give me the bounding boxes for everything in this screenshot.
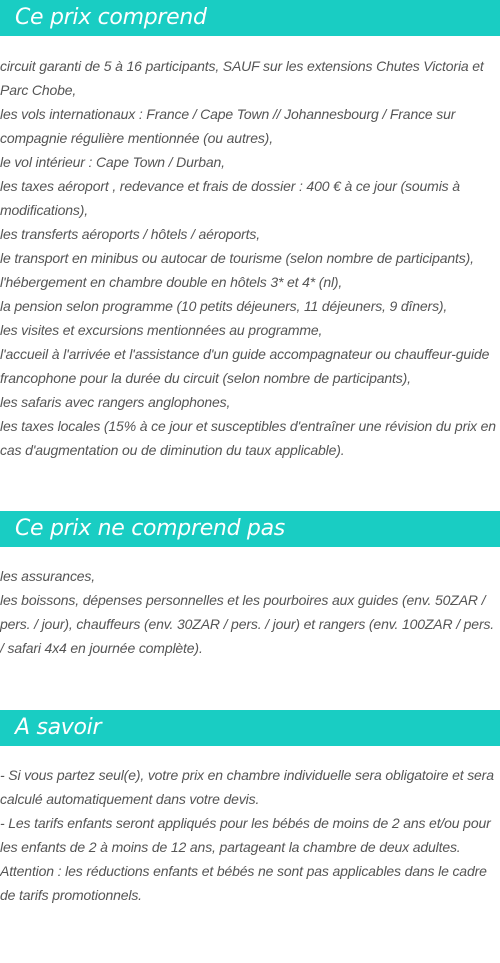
section-header-good-to-know xyxy=(0,710,500,746)
list-item: - Les tarifs enfants seront appliqués pour les bébés de moins de 2 ans et/ou pour les enfants de 2 à moins de 12 ans, partageant la chambre de deux adultes. xyxy=(0,815,491,855)
list-item: les taxes locales (15% à ce jour et susceptibles d'entraîner une révision du prix en cas d'augmentation ou de diminution du taux applicable). xyxy=(0,418,496,458)
section-header-included xyxy=(0,0,500,36)
list-item: les assurances, xyxy=(0,568,96,584)
section-title-good-to-know: A savoir xyxy=(15,715,102,740)
list-item: circuit garanti de 5 à 16 participants, SAUF sur les extensions Chutes Victoria et Parc Chobe, xyxy=(0,58,484,98)
section-title-included: Ce prix comprend xyxy=(15,5,207,30)
list-item: le transport en minibus ou autocar de tourisme (selon nombre de participants), xyxy=(0,250,474,266)
section-header-not-included xyxy=(0,511,500,547)
list-item: l'hébergement en chambre double en hôtels 3* et 4* (nl), xyxy=(0,274,343,290)
section-body-good-to-know xyxy=(0,763,500,907)
list-item: l'accueil à l'arrivée et l'assistance d'un guide accompagnateur ou chauffeur-guide francophone pour la durée du circuit (selon nombre de participants), xyxy=(0,346,490,386)
list-item: les vols internationaux : France / Cape Town // Johannesbourg / France sur compagnie régulière mentionnée (ou autres), xyxy=(0,106,456,146)
list-item: le vol intérieur : Cape Town / Durban, xyxy=(0,154,225,170)
section-body-included xyxy=(0,54,500,462)
list-item: Attention : les réductions enfants et bébés ne sont pas applicables dans le cadre de tarifs promotionnels. xyxy=(0,863,487,903)
list-item: la pension selon programme (10 petits déjeuners, 11 déjeuners, 9 dîners), xyxy=(0,298,448,314)
list-item: les visites et excursions mentionnées au programme, xyxy=(0,322,323,338)
section-title-not-included: Ce prix ne comprend pas xyxy=(15,516,285,541)
list-item: les transferts aéroports / hôtels / aéroports, xyxy=(0,226,261,242)
list-item: les taxes aéroport , redevance et frais de dossier : 400 € à ce jour (soumis à modifications), xyxy=(0,178,460,218)
list-item: - Si vous partez seul(e), votre prix en chambre individuelle sera obligatoire et sera calculé automatiquement dans votre devis. xyxy=(0,767,494,807)
section-body-not-included xyxy=(0,564,500,660)
list-item: les boissons, dépenses personnelles et les pourboires aux guides (env. 50ZAR / pers. / jour), chauffeurs (env. 30ZAR / pers. / jour) et rangers (env. 100ZAR / pers. / safari 4x4 en journée complète). xyxy=(0,592,495,656)
list-item: les safaris avec rangers anglophones, xyxy=(0,394,231,410)
